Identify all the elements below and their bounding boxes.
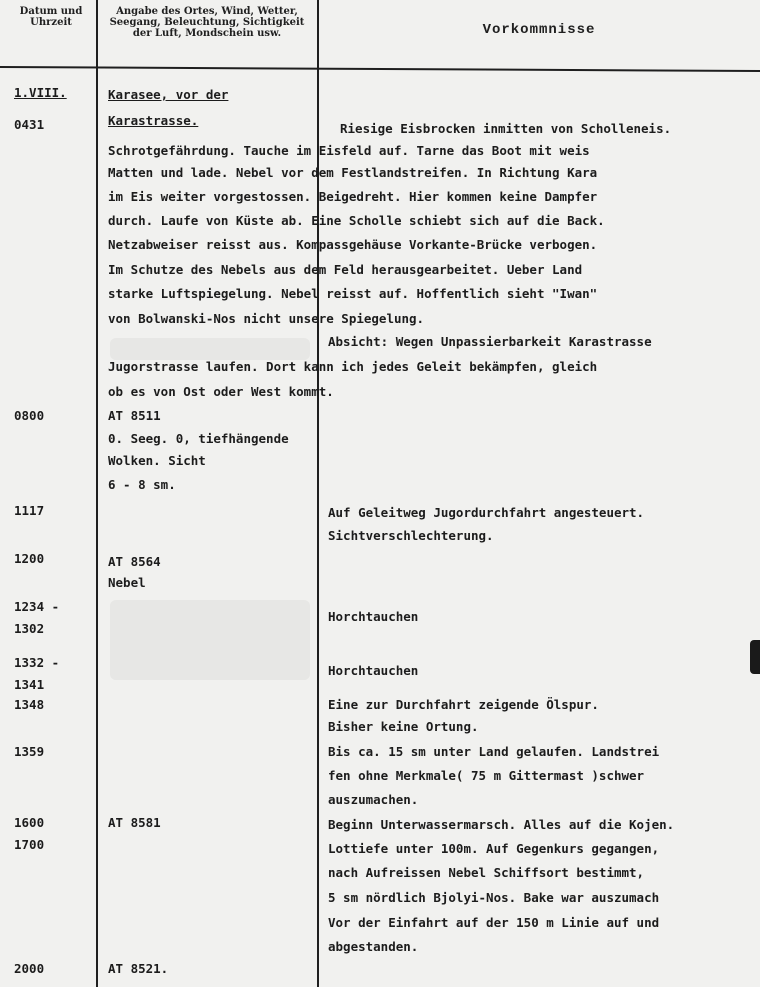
position-entry: AT 8511 <box>108 408 161 423</box>
event-line: nach Aufreissen Nebel Schiffsort bestimmt, <box>328 865 645 880</box>
smudge <box>110 600 310 680</box>
event-line: Vor der Einfahrt auf der 150 m Linie auf und <box>328 915 660 930</box>
position-entry: AT 8581 <box>108 815 161 830</box>
time-entry: 1600 <box>14 815 45 830</box>
event-line: Horchtauchen <box>328 663 419 678</box>
header-events: Vorkommnisse <box>482 22 596 38</box>
event-line: 5 sm nördlich Bjolyi-Nos. Bake war auszumach <box>328 890 660 905</box>
position-entry: AT 8521. <box>108 961 169 976</box>
event-line: abgestanden. <box>328 939 419 954</box>
event-line: Absicht: Wegen Unpassierbarkeit Karastrasse <box>328 334 652 349</box>
visibility-entry: 6 - 8 sm. <box>108 477 176 492</box>
time-entry: 1200 <box>14 551 45 566</box>
time-entry: 2000 <box>14 961 45 976</box>
date-entry: 1.VIII. <box>14 85 67 100</box>
event-line: Bisher keine Ortung. <box>328 719 479 734</box>
header-rule <box>0 66 760 72</box>
event-line: Netzabweiser reisst aus. Kompassgehäuse Vorkante-Brücke verbogen. <box>108 237 598 252</box>
time-entry: 1700 <box>14 837 45 852</box>
weather-entry: Nebel <box>108 575 146 590</box>
event-line: von Bolwanski-Nos nicht unsere Spiegelung. <box>108 311 425 326</box>
event-line: Riesige Eisbrocken inmitten von Scholleneis. <box>340 121 672 136</box>
event-line: starke Luftspiegelung. Nebel reisst auf. Hoffentlich sieht "Iwan" <box>108 286 598 301</box>
event-line: Eine zur Durchfahrt zeigende Ölspur. <box>328 697 599 712</box>
time-entry: 1348 <box>14 697 45 712</box>
header-date-time: Datum und Uhrzeit <box>19 6 83 28</box>
event-line: durch. Laufe von Küste ab. Eine Scholle schiebt sich auf die Back. <box>108 213 605 228</box>
time-entry: 0800 <box>14 408 45 423</box>
position-entry: AT 8564 <box>108 554 161 569</box>
event-line: Schrotgefährdung. Tauche im Eisfeld auf. Tarne das Boot mit weis <box>108 143 590 158</box>
weather-entry: 0. Seeg. 0, tiefhängende Wolken. Sicht <box>108 431 289 468</box>
event-line: Beginn Unterwassermarsch. Alles auf die Kojen. <box>328 817 675 832</box>
time-entry: 1117 <box>14 503 45 518</box>
event-line: Sichtverschlechterung. <box>328 528 494 543</box>
time-entry: 0431 <box>14 117 45 132</box>
event-line: Auf Geleitweg Jugordurchfahrt angesteuert. <box>328 505 645 520</box>
column-divider-1 <box>96 0 98 987</box>
event-line: Jugorstrasse laufen. Dort kann ich jedes Geleit bekämpfen, gleich <box>108 359 598 374</box>
time-entry: 1332 - 1341 <box>14 655 60 692</box>
time-entry: 1234 - 1302 <box>14 599 60 636</box>
event-line: im Eis weiter vorgestossen. Beigedreht. Hier kommen keine Dampfer <box>108 189 598 204</box>
time-entry: 1359 <box>14 744 45 759</box>
event-line: Lottiefe unter 100m. Auf Gegenkurs gegangen, <box>328 841 660 856</box>
ink-blot <box>750 640 760 674</box>
event-line: ob es von Ost oder West kommt. <box>108 384 334 399</box>
location-entry: Karasee, vor der Karastrasse. <box>108 87 229 128</box>
event-line: Bis ca. 15 sm unter Land gelaufen. Landstrei <box>328 744 660 759</box>
event-line: Im Schutze des Nebels aus dem Feld herausgearbeitet. Ueber Land <box>108 262 583 277</box>
event-line: Matten und lade. Nebel vor dem Festlandstreifen. In Richtung Kara <box>108 165 598 180</box>
event-line: fen ohne Merkmale( 75 m Gittermast )schwer <box>328 768 645 783</box>
event-line: auszumachen. <box>328 792 419 807</box>
header-place-weather: Angabe des Ortes, Wind, Wetter, Seegang, Beleuchtung, Sichtigkeit der Luft, Mondschein usw. <box>109 6 305 39</box>
event-line: Horchtauchen <box>328 609 419 624</box>
